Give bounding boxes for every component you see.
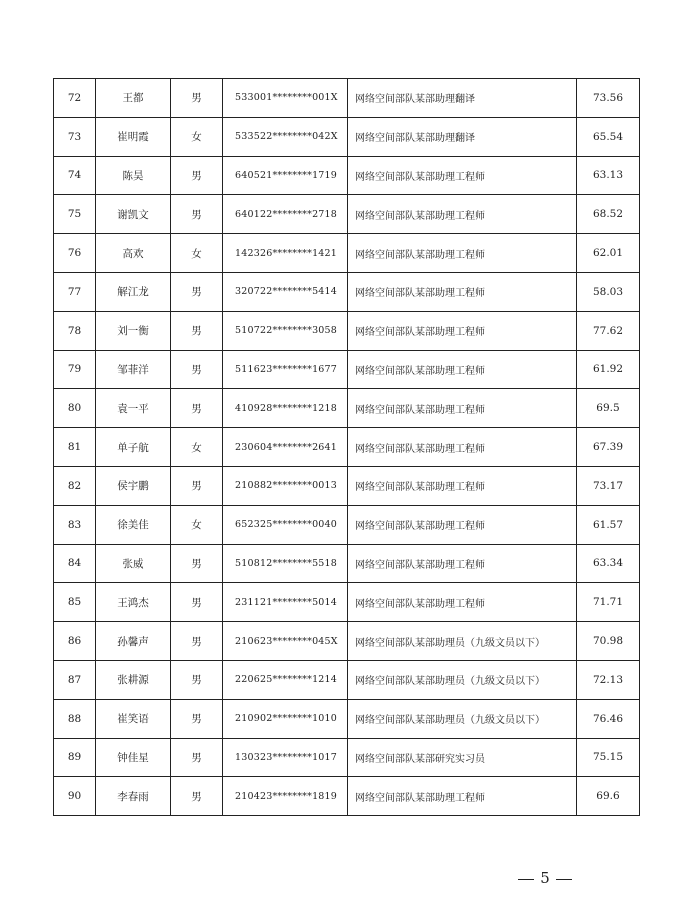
cell-id-number: 230604********2641 (223, 428, 348, 467)
cell-name: 解江龙 (96, 272, 171, 311)
cell-id-number: 320722********5414 (223, 272, 348, 311)
cell-number: 85 (54, 583, 96, 622)
cell-position: 网络空间部队某部助理工程师 (348, 272, 577, 311)
table-row (54, 505, 640, 544)
cell-number: 72 (54, 79, 96, 118)
cell-score: 63.34 (577, 544, 640, 583)
cell-gender: 男 (171, 79, 223, 118)
cell-score: 67.39 (577, 428, 640, 467)
cell-gender: 男 (171, 272, 223, 311)
cell-position: 网络空间部队某部助理工程师 (348, 583, 577, 622)
cell-name: 单子航 (96, 428, 171, 467)
cell-id-number: 652325********0040 (223, 505, 348, 544)
cell-score: 62.01 (577, 234, 640, 273)
cell-id-number: 533522********042X (223, 117, 348, 156)
cell-name: 刘一衡 (96, 311, 171, 350)
table-row (54, 660, 640, 699)
cell-gender: 男 (171, 195, 223, 234)
cell-score: 73.56 (577, 79, 640, 118)
cell-score: 63.13 (577, 156, 640, 195)
cell-name: 高欢 (96, 234, 171, 273)
cell-id-number: 510812********5518 (223, 544, 348, 583)
cell-id-number: 210882********0013 (223, 466, 348, 505)
cell-name: 袁一平 (96, 389, 171, 428)
table-row (54, 311, 640, 350)
cell-id-number: 210902********1010 (223, 699, 348, 738)
cell-gender: 男 (171, 622, 223, 661)
table-row (54, 699, 640, 738)
cell-position: 网络空间部队某部助理工程师 (348, 389, 577, 428)
cell-position: 网络空间部队某部助理工程师 (348, 466, 577, 505)
cell-id-number: 210423********1819 (223, 777, 348, 816)
cell-name: 张威 (96, 544, 171, 583)
cell-id-number: 210623********045X (223, 622, 348, 661)
cell-number: 73 (54, 117, 96, 156)
cell-score: 71.71 (577, 583, 640, 622)
cell-gender: 男 (171, 777, 223, 816)
cell-id-number: 130323********1017 (223, 738, 348, 777)
cell-id-number: 231121********5014 (223, 583, 348, 622)
cell-score: 65.54 (577, 117, 640, 156)
cell-gender: 男 (171, 583, 223, 622)
cell-position: 网络空间部队某部助理工程师 (348, 428, 577, 467)
cell-name: 陈昊 (96, 156, 171, 195)
cell-position: 网络空间部队某部助理翻译 (348, 117, 577, 156)
cell-name: 崔笑语 (96, 699, 171, 738)
dash-left (518, 879, 534, 880)
cell-number: 86 (54, 622, 96, 661)
cell-position: 网络空间部队某部助理员（九级文员以下） (348, 699, 577, 738)
cell-id-number: 142326********1421 (223, 234, 348, 273)
cell-id-number: 640122********2718 (223, 195, 348, 234)
cell-position: 网络空间部队某部助理翻译 (348, 79, 577, 118)
cell-number: 79 (54, 350, 96, 389)
cell-name: 孙馨声 (96, 622, 171, 661)
table-row (54, 117, 640, 156)
cell-score: 70.98 (577, 622, 640, 661)
cell-number: 74 (54, 156, 96, 195)
table-row (54, 234, 640, 273)
table-row (54, 389, 640, 428)
cell-position: 网络空间部队某部助理工程师 (348, 544, 577, 583)
cell-number: 80 (54, 389, 96, 428)
table-row (54, 466, 640, 505)
cell-number: 88 (54, 699, 96, 738)
cell-score: 61.57 (577, 505, 640, 544)
cell-name: 徐美佳 (96, 505, 171, 544)
cell-name: 李春雨 (96, 777, 171, 816)
page-number: 5 (540, 869, 550, 887)
table-row (54, 79, 640, 118)
page-footer (505, 869, 585, 887)
table-row (54, 195, 640, 234)
cell-score: 73.17 (577, 466, 640, 505)
cell-name: 钟佳星 (96, 738, 171, 777)
cell-number: 87 (54, 660, 96, 699)
cell-number: 78 (54, 311, 96, 350)
cell-name: 侯宇鹏 (96, 466, 171, 505)
cell-gender: 男 (171, 389, 223, 428)
cell-number: 90 (54, 777, 96, 816)
cell-id-number: 533001********001X (223, 79, 348, 118)
cell-score: 69.6 (577, 777, 640, 816)
cell-id-number: 511623********1677 (223, 350, 348, 389)
cell-number: 83 (54, 505, 96, 544)
cell-name: 崔明霞 (96, 117, 171, 156)
cell-score: 61.92 (577, 350, 640, 389)
cell-position: 网络空间部队某部助理工程师 (348, 505, 577, 544)
cell-gender: 男 (171, 466, 223, 505)
cell-gender: 男 (171, 156, 223, 195)
cell-position: 网络空间部队某部助理工程师 (348, 234, 577, 273)
cell-name: 王都 (96, 79, 171, 118)
table-row (54, 583, 640, 622)
dash-right (556, 879, 572, 880)
cell-position: 网络空间部队某部助理工程师 (348, 156, 577, 195)
table-row (54, 156, 640, 195)
cell-position: 网络空间部队某部助理工程师 (348, 195, 577, 234)
cell-gender: 男 (171, 738, 223, 777)
cell-gender: 男 (171, 699, 223, 738)
cell-position: 网络空间部队某部助理员（九级文员以下） (348, 622, 577, 661)
cell-gender: 男 (171, 544, 223, 583)
candidate-table-body (54, 79, 640, 816)
cell-score: 68.52 (577, 195, 640, 234)
cell-position: 网络空间部队某部助理工程师 (348, 350, 577, 389)
table-row (54, 622, 640, 661)
cell-score: 58.03 (577, 272, 640, 311)
cell-id-number: 510722********3058 (223, 311, 348, 350)
cell-id-number: 640521********1719 (223, 156, 348, 195)
cell-score: 76.46 (577, 699, 640, 738)
cell-position: 网络空间部队某部助理工程师 (348, 777, 577, 816)
cell-number: 76 (54, 234, 96, 273)
cell-gender: 女 (171, 428, 223, 467)
table-row (54, 350, 640, 389)
cell-name: 王鸿杰 (96, 583, 171, 622)
cell-gender: 女 (171, 234, 223, 273)
cell-id-number: 410928********1218 (223, 389, 348, 428)
cell-score: 72.13 (577, 660, 640, 699)
table-row (54, 777, 640, 816)
cell-name: 谢凯文 (96, 195, 171, 234)
table-row (54, 738, 640, 777)
cell-gender: 女 (171, 505, 223, 544)
cell-score: 69.5 (577, 389, 640, 428)
cell-gender: 男 (171, 350, 223, 389)
cell-gender: 男 (171, 311, 223, 350)
cell-position: 网络空间部队某部助理员（九级文员以下） (348, 660, 577, 699)
cell-score: 77.62 (577, 311, 640, 350)
cell-number: 84 (54, 544, 96, 583)
cell-gender: 女 (171, 117, 223, 156)
cell-position: 网络空间部队某部助理工程师 (348, 311, 577, 350)
cell-number: 81 (54, 428, 96, 467)
table-row (54, 272, 640, 311)
cell-name: 张耕源 (96, 660, 171, 699)
cell-number: 89 (54, 738, 96, 777)
table-row (54, 544, 640, 583)
cell-position: 网络空间部队某部研究实习员 (348, 738, 577, 777)
cell-id-number: 220625********1214 (223, 660, 348, 699)
cell-gender: 男 (171, 660, 223, 699)
cell-number: 77 (54, 272, 96, 311)
cell-number: 75 (54, 195, 96, 234)
table-row (54, 428, 640, 467)
cell-name: 邹菲洋 (96, 350, 171, 389)
cell-score: 75.15 (577, 738, 640, 777)
cell-number: 82 (54, 466, 96, 505)
candidate-table (53, 78, 640, 816)
